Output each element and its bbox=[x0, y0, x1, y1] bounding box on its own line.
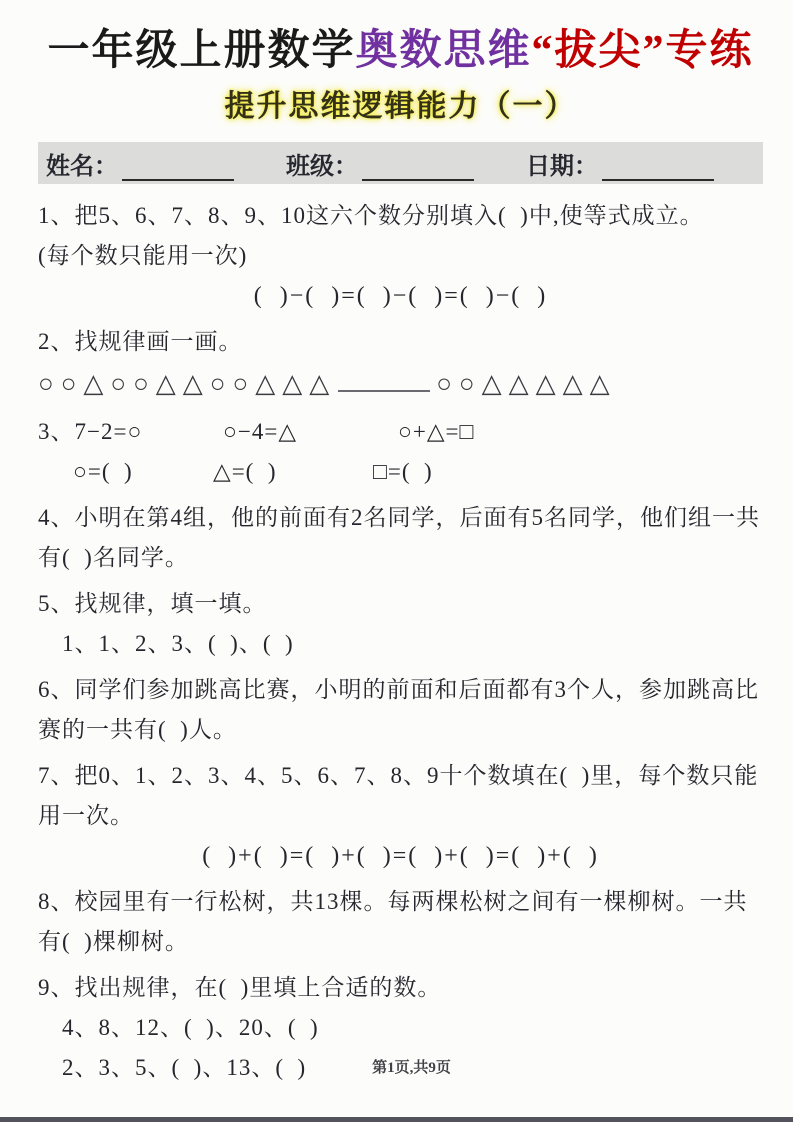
title-topnotch-segment: “拔尖”专练 bbox=[531, 28, 754, 74]
question-5-sequence: 1、1、2、3、( )、( ) bbox=[62, 631, 294, 656]
question-3-equations-row bbox=[38, 412, 763, 452]
question-1-text: 1、把5、6、7、8、9、10这六个数分别填入( )中,使等式成立。 bbox=[38, 203, 704, 228]
date-label: 日期： bbox=[526, 153, 598, 180]
q3-answer-square: □=( ) bbox=[373, 459, 433, 484]
question-1-equation: ( )−( )=( )−( )=( )−( ) bbox=[253, 283, 548, 309]
shape-sequence-left: ○○△○○△△○○△△△ bbox=[38, 369, 337, 398]
class-field bbox=[286, 146, 474, 181]
page-number-label: 第1页,共9页 bbox=[372, 1060, 451, 1076]
question-9-sequence-1: 4、8、12、( )、20、( ) bbox=[62, 1015, 319, 1040]
title-olympiad-segment: 奥数思维 bbox=[355, 28, 532, 74]
name-field bbox=[46, 146, 234, 181]
question-1-note: (每个数只能用一次) bbox=[38, 243, 248, 268]
question-5 bbox=[38, 584, 763, 664]
date-blank-line bbox=[602, 155, 714, 181]
class-blank-line bbox=[362, 155, 474, 181]
question-5-text: 5、找规律，填一填。 bbox=[38, 591, 267, 616]
question-7-text: 7、把0、1、2、3、4、5、6、7、8、9十个数填在( )里，每个数只能用一次。 bbox=[38, 763, 759, 828]
question-3-answers-row bbox=[73, 452, 763, 492]
class-label: 班级： bbox=[286, 153, 358, 180]
question-9 bbox=[38, 968, 763, 1088]
name-blank-line bbox=[122, 155, 234, 181]
question-9-sequence-2: 2、3、5、( )、13、( ) bbox=[62, 1055, 307, 1080]
question-7-equation: ( )+( )=( )+( )=( )+( )=( )+( ) bbox=[202, 843, 599, 869]
question-4-text: 4、小明在第4组，他的前面有2名同学，后面有5名同学，他们组一共有( )名同学。 bbox=[38, 505, 760, 570]
answer-blank-line bbox=[338, 364, 430, 392]
name-label: 姓名： bbox=[46, 153, 118, 180]
question-7 bbox=[38, 756, 763, 876]
page-bottom-edge bbox=[0, 1117, 793, 1122]
q3-answer-triangle: △=( ) bbox=[213, 459, 277, 484]
question-6-text: 6、同学们参加跳高比赛，小明的前面和后面都有3个人，参加跳高比赛的一共有( )人。 bbox=[38, 677, 759, 742]
student-info-bar bbox=[38, 142, 763, 184]
question-2-shape-pattern bbox=[38, 362, 763, 406]
title-grade-segment: 一年级上册数学 bbox=[47, 28, 356, 74]
q3-answer-circle: ○=( ) bbox=[73, 459, 133, 484]
question-6 bbox=[38, 670, 763, 750]
q3-expression-3: ○+△=□ bbox=[398, 419, 475, 444]
page-subtitle: 提升思维逻辑能力（一） bbox=[224, 90, 577, 123]
question-9-text: 9、找出规律，在( )里填上合适的数。 bbox=[38, 975, 442, 1000]
question-3 bbox=[38, 412, 763, 492]
question-8 bbox=[38, 882, 763, 962]
question-1 bbox=[38, 196, 763, 316]
question-9-sequence-2-row bbox=[62, 1048, 763, 1088]
worksheet-body bbox=[38, 196, 763, 1088]
question-2 bbox=[38, 322, 763, 406]
date-field bbox=[526, 146, 714, 181]
q3-expression-2: ○−4=△ bbox=[223, 419, 298, 444]
question-4 bbox=[38, 498, 763, 578]
q3-expression-1: 3、7−2=○ bbox=[38, 419, 143, 444]
shape-sequence-right: ○○△△△△△ bbox=[436, 369, 617, 398]
question-2-text: 2、找规律画一画。 bbox=[38, 329, 243, 354]
page-title bbox=[38, 20, 763, 82]
question-8-text: 8、校园里有一行松树，共13棵。每两棵松树之间有一棵柳树。一共有( )棵柳树。 bbox=[38, 889, 748, 954]
